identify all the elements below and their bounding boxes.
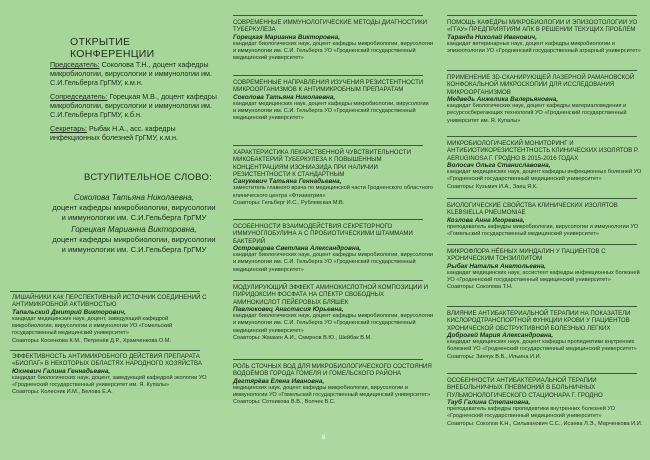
talk-author: Медведь Анжелика Валерьяновна, <box>447 95 559 103</box>
talk-affiliation: кандидат медицинских наук, доцент кафедры инфекционных болезней УО «Гродненский государственный медицинский университет» <box>447 169 642 183</box>
talk-coauthors: Соавторы: Кузьмич И.А., Заец Я.К. <box>447 183 538 190</box>
talk-author: Рыбак Наталья Анатольевна, <box>447 262 546 270</box>
chair-secretary <box>50 124 218 142</box>
talk-author: Павлюковец Анастасия Юрьевна, <box>233 305 344 313</box>
talk-coauthors: Соавторы: Гельберг И.С., Рублевская М.В. <box>233 200 345 207</box>
talk-item <box>447 74 647 125</box>
talk-item <box>233 284 433 342</box>
talk-item <box>12 353 208 397</box>
chair-role: Секретарь: <box>50 124 88 133</box>
talk-affiliation: заместитель главного врача по медицинской части Гродненского областного клинического центра «Фтизиатрия» <box>233 185 433 199</box>
chair-name: Соколова Т.Н. <box>101 60 149 69</box>
talk-affiliation: кандидат медицинских наук, доцент кафедры пропедевтики внутренних болезней УО «Гродненский государственный медицинский университет» <box>447 339 637 353</box>
talk-title: МИКРОФЛОРА НЁБНЫХ МИНДАЛИН У ПАЦИЕНТОВ С ХРОНИЧЕСКИМ ТОНЗИЛЛИТОМ <box>447 248 606 263</box>
talk-title: СОВРЕМЕННЫЕ НАПРАВЛЕНИЯ ИЗУЧЕНИЯ РЕЗИСТЕНТНОСТИ МИКРООРГАНИЗМОВ К АНТИМИКРОБНЫМ ПРЕПАРАТАМ <box>233 79 424 94</box>
speaker-name: Соколова Татьяна Николаевна, <box>73 193 195 202</box>
talk-affiliation: кандидат биологических наук, доцент кафедры микробиологии, вирусологии и иммунологии им. С.И. Гельберга УО «Гродненский государственный медицинский университет» <box>233 313 433 334</box>
chair-desc: , доцент кафедры микробиологии, вирусологии и иммунологии им. С.И.Гельберга ГрГМУ, к.б.н. <box>50 92 217 119</box>
talk-item <box>233 79 433 123</box>
chair-role: Сопредседатель: <box>50 92 108 101</box>
talk-title: РОЛЬ СТОЧНЫХ ВОД ДЛЯ МИКРОБИОЛОГИЧЕСКОГО СОСТОЯНИЯ ВОДОЁМОВ ГОРОДА ГОМЕЛЯ И ГОМЕЛЬСКОГО РАЙОНА <box>233 363 432 378</box>
divider <box>233 75 423 76</box>
talk-item <box>233 149 433 207</box>
talk-author: Волосач Ольга Станиславовна, <box>447 161 551 169</box>
divider <box>233 280 423 281</box>
divider <box>233 15 423 16</box>
talk-item <box>12 294 208 345</box>
talk-title: ПРИМЕНЕНИЕ 3D-СКАНИРУЮЩЕЙ ЛАЗЕРНОЙ РАМАНОВСКОЙ КОНФОКАЛЬНОЙ МИКРОСКОПИИ ДЛЯ ИССЛЕДОВАНИЯ МИКРООРГАНИЗМОВ <box>447 74 635 96</box>
intro-speaker-2 <box>50 225 218 255</box>
talk-affiliation: кандидат биологических наук, доцент кафедры микробиологии, вирусологии и иммунологии им. С.И. Гельберга УО «Гродненский государственный медицинский университет» <box>233 252 433 273</box>
intro-speaker-1 <box>50 193 218 223</box>
talk-title: ХАРАКТЕРИСТИКА ЛЕКАРСТВЕННОЙ ЧУВСТВИТЕЛЬНОСТИ МИКОБАКТЕРИЙ ТУБЕРКУЛЕЗА К ПОВЫШЕННЫМ КОНЦЕНТРАЦИЯМ ИЗОНИАЗИДА ПРИ НАЛИЧИИ РЕЗИСТЕНТНОСТИ К СТАНДАРТНЫМ <box>233 149 411 178</box>
talk-author: Санукевич Татьяна Геннадьевна, <box>233 178 342 186</box>
divider <box>447 15 637 16</box>
talk-author: Козлова Анна Игоревна, <box>447 216 525 224</box>
talk-title: ВЛИЯНИЕ АНТИБАКТЕРИАЛЬНОЙ ТЕРАПИИ НА ПОКАЗАТЕЛИ КИСЛОРОДТРАНСПОРТНОЙ ФУНКЦИИ КРОВИ У ПАЦИЕНТОВ ХРОНИЧЕСКОЙ ОБСТРУКТИВНОЙ БОЛЕЗНЬЮ ЛЕГКИХ <box>447 310 631 332</box>
talk-item <box>233 223 433 274</box>
page-number: 8 <box>322 435 326 441</box>
speaker-name: Горецкая Марианна Викторовна, <box>71 225 197 234</box>
talk-author: Доброгей Мария Александровна, <box>447 331 554 339</box>
talk-title: ОСОБЕННОСТИ АНТИБАКТЕРИАЛЬНОЙ ТЕРАПИИ ВНЕБОЛЬНИЧНЫХ ПНЕВМОНИЙ В БОЛЬНИЧНЫХ ПУЛЬМОНОЛОГИЧЕСКОГО СТАЦИОНАРА Г. ГРОДНО <box>447 377 603 399</box>
divider <box>447 136 637 137</box>
divider <box>447 306 637 307</box>
talk-coauthors: Соавторы: Соколов К.Н., Сильванович С.С., Исаева Л.Э., Марченкова И.И. <box>447 420 643 427</box>
chair-chairman <box>50 60 218 87</box>
talk-item <box>447 19 647 55</box>
talk-affiliation: преподаватель кафедры микробиологии, вирусологии и иммунологии УО «Гомельский государственный медицинский университет» <box>447 223 639 238</box>
talk-title: БИОЛОГИЧЕСКИЕ СВОЙСТВА КЛИНИЧЕСКИХ ИЗОЛЯТОВ KLEBSIELLA PNEUMONIAE <box>447 202 618 217</box>
talk-coauthors: Соавторы: Жмакин А.И., Смирнов В.Ю., Шейбак В.М. <box>233 335 372 342</box>
talk-author: Островцова Светлана Александровна, <box>233 244 362 252</box>
talk-affiliation: преподаватель кафедры пропедевтики внутренних болезней УО «Гродненский государственный медицинский университет» <box>447 406 616 420</box>
talk-item <box>447 248 647 292</box>
talk-coauthors: Соавторы: Косенкова К.М., Петренёв Д.Р., Храмченкова О.М. <box>12 337 172 344</box>
talk-author: Дегтярёва Елена Ивановна, <box>233 377 325 385</box>
divider <box>10 291 200 292</box>
talk-affiliation: кандидат биологических наук, доцент кафедры микробиологии, вирусологии и иммунологии им. С.И. Гельберга УО «Гродненский государственный медицинский университет» <box>233 40 433 62</box>
divider <box>447 373 637 374</box>
chair-desc: , асс. кафедры инфекционных болезней ГрГМУ, к.м.н. <box>50 124 178 142</box>
divider <box>233 359 423 360</box>
chair-name: Горецкая М.В. <box>109 92 157 101</box>
divider <box>447 244 637 245</box>
chair-name: Рыбак Н.А. <box>89 124 127 133</box>
talk-item <box>447 202 647 238</box>
talk-item <box>447 140 647 191</box>
opening-title: ОТКРЫТИЕ КОНФЕРЕНЦИИ <box>70 36 155 60</box>
talk-affiliation: кандидат медицинских наук, ассистент кафедры инфекционных болезней УО «Гродненский государственный медицинский университет» <box>447 269 640 284</box>
chair-cochairman <box>50 92 218 119</box>
speaker-desc: доцент кафедры микробиологии, вирусологии и иммунологии им. С.И.Гельберга ГрГМУ <box>52 203 216 222</box>
divider <box>233 219 423 220</box>
talk-title: МОДУЛИРУЮЩИЙ ЭФФЕКТ АМИНОКИСЛОТНОЙ КОМПОЗИЦИИ И ПИРИДОКСИН ФОСФАТА НА СПЕКТР СВОБОДНЫХ АМИНОКИСЛОТ ПЕЙЕРОВЫХ БЛЯШЕК <box>233 284 429 306</box>
talk-item <box>233 363 433 407</box>
talk-coauthors: Соавторы: Соколова Т.Н. <box>447 284 513 291</box>
talk-affiliation: кандидат биологических наук, доцент, заведующий кафедрой экологии УО «Гродненский государственный университет им. Я. Купалы» <box>12 374 207 389</box>
talk-author: Соколова Татьяна Николаевна, <box>233 93 336 101</box>
chair-role: Председатель: <box>50 60 100 69</box>
talk-coauthors: Соавторы: Сотникова В.В., Волчек В.С. <box>233 399 336 406</box>
divider <box>447 70 637 71</box>
talk-coauthors: Соавторы: Колесник И.М., Белова Е.А. <box>12 389 113 396</box>
talk-affiliation: кандидат ветеринарных наук, доцент кафедры микробиологии и эпизоотологии УО «Гродненский государственный аграрный университет» <box>447 40 641 55</box>
talk-title: ЭФФЕКТИВНОСТЬ АНТИМИКРОБНОГО ДЕЙСТВИЯ ПРЕПАРАТА «БИОПАГ» В НЕКОТОРЫХ ОБЛАСТЯХ НАРОДНОГО ХОЗЯЙСТВА <box>12 353 202 368</box>
talk-title: СОВРЕМЕННЫЕ ИММУНОЛОГИЧЕСКИЕ МЕТОДЫ ДИАГНОСТИКИ ТУБЕРКУЛЕЗА <box>233 19 428 34</box>
divider <box>10 350 200 351</box>
talk-item <box>447 310 647 361</box>
talk-title: ЛИШАЙНИКИ КАК ПЕРСПЕКТИВНЫЙ ИСТОЧНИК СОЕДИНЕНИЙ С АНТИМИКРОБНОЙ АКТИВНОСТЬЮ <box>12 294 207 309</box>
divider <box>233 145 423 146</box>
talk-title: ОСОБЕННОСТИ ВЗАИМОДЕЙСТВИЯ СЕКРЕТОРНОГО ИММУНОГЛОБУЛИНА А С ПРОБИОТИЧЕСКИМИ ШТАММАМИ БАКТЕРИЙ <box>233 223 413 245</box>
talk-title: МИКРОБИОЛОГИЧЕСКИЙ МОНИТОРИНГ И АНТИБИОТИКОРЕЗИСТЕНТНОСТЬ КЛИНИЧЕСКИХ ИЗОЛЯТОВ P. AERUGINOSA Г. ГРОДНО В 2015-2016 ГОДАХ <box>447 140 639 162</box>
talk-affiliation: кандидат биологических наук, доцент кафедры материаловедения и ресурсосберегающих технологий УО «Гродненский государственный университет им. Я. Купалы» <box>447 103 627 124</box>
talk-author: Таранда Николай Иванович, <box>447 33 537 41</box>
talk-author: Тапальский Дмитрий Викторович, <box>12 308 126 316</box>
talk-coauthors: Соавторы: Зинчук В.В., Ильина И.И. <box>447 353 542 360</box>
talk-affiliation: кандидат медицинских наук, доцент, заведующий кафедрой микробиологии, вирусологии и иммунологии УО «Гомельский государственный медицинский университет» <box>12 315 173 337</box>
intro-title: ВСТУПИТЕЛЬНОЕ СЛОВО: <box>84 172 213 183</box>
talk-item <box>447 377 647 428</box>
talk-item <box>233 19 433 63</box>
talk-affiliation: медицинских наук, доцент кафедры микробиологии, вирусологии и иммунологии УО «Гомельский государственный медицинский университет» <box>233 384 431 399</box>
speaker-desc: доцент кафедры микробиологии, вирусологии и иммунологии им. С.И.Гельберга ГрГМУ <box>52 235 216 254</box>
divider <box>447 198 637 199</box>
talk-author: Тауб Галина Степановна, <box>447 398 531 406</box>
chair-desc: , доцент кафедры микробиологии, вирусологии и иммунологии им. С.И.Гельберга ГрГМУ, к.м.н. <box>50 60 212 87</box>
talk-author: Горецкая Марианна Викторовна, <box>233 33 340 41</box>
talk-author: Юхневич Галина Геннадьевна, <box>12 367 111 375</box>
talk-affiliation: кандидат медицинских наук, доцент кафедры микробиологии, вирусологии и иммунологии им. С.И. Гельберга УО «Гродненский государственный медицинский университет» <box>233 100 429 122</box>
talk-title: ПОМОЩЬ КАФЕДРЫ МИКРОБИОЛОГИИ И ЭПИЗООТОЛОГИИ УО «ГГАУ» ПРЕДПРИЯТИЯМ АПК В РЕШЕНИИ ТЕКУЩИХ ПРОБЛЕМ <box>447 19 638 34</box>
